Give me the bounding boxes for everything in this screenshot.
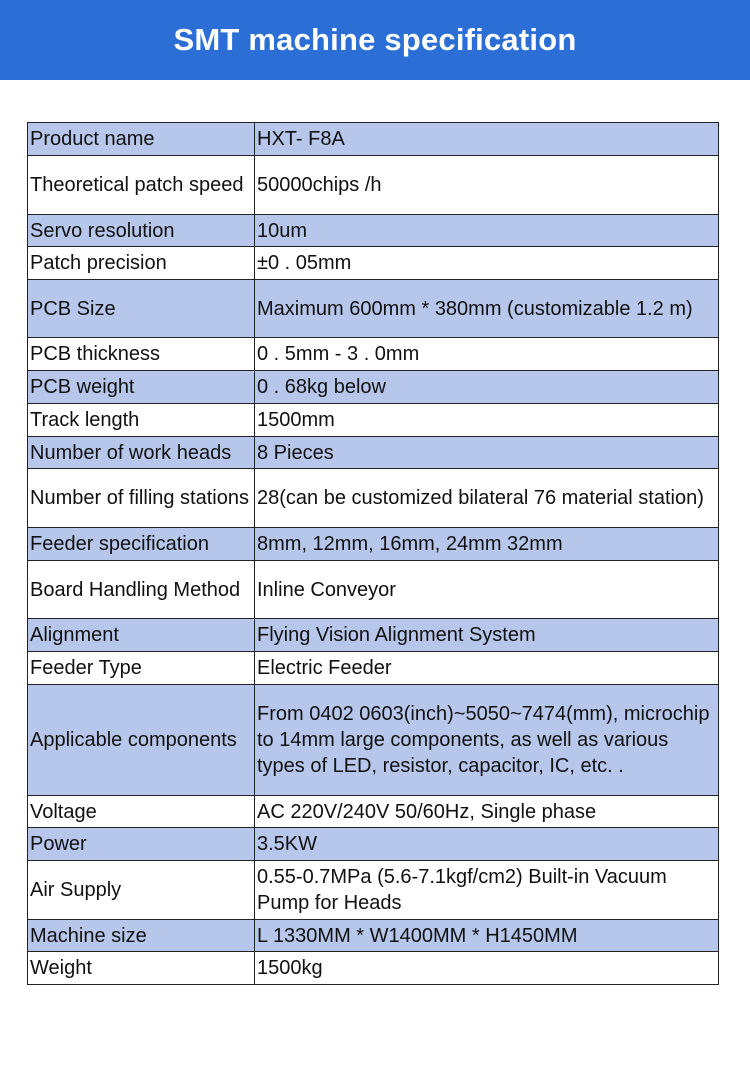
spec-value: 3.5KW	[255, 828, 719, 861]
table-row	[28, 796, 719, 828]
spec-label: PCB Size	[28, 280, 255, 338]
table-row	[28, 652, 719, 685]
table-row	[28, 619, 719, 652]
table-row	[28, 123, 719, 156]
table-row	[28, 685, 719, 796]
table-row	[28, 561, 719, 619]
spec-value: 1500kg	[255, 952, 719, 985]
spec-label: Number of filling stations	[28, 469, 255, 528]
spec-value: From 0402 0603(inch)~5050~7474(mm), microchip to 14mm large components, as well as various types of LED, resistor, capacitor, IC, etc. .	[255, 685, 719, 796]
spec-label: Patch precision	[28, 247, 255, 280]
spec-label: Power	[28, 828, 255, 861]
table-row	[28, 828, 719, 861]
table-row	[28, 156, 719, 215]
spec-value: 0 . 68kg below	[255, 371, 719, 404]
spec-value: 0 . 5mm - 3 . 0mm	[255, 338, 719, 371]
spec-table-body	[28, 123, 719, 985]
spec-value: L 1330MM * W1400MM * H1450MM	[255, 920, 719, 952]
spec-label: Number of work heads	[28, 437, 255, 469]
spec-label: PCB weight	[28, 371, 255, 404]
table-row	[28, 861, 719, 920]
spec-label: Track length	[28, 404, 255, 437]
spec-label: Alignment	[28, 619, 255, 652]
spec-value: HXT- F8A	[255, 123, 719, 156]
spec-value: 1500mm	[255, 404, 719, 437]
spec-value: AC 220V/240V 50/60Hz, Single phase	[255, 796, 719, 828]
spec-value: Flying Vision Alignment System	[255, 619, 719, 652]
page-title: SMT machine specification	[173, 22, 577, 57]
spec-label: Feeder specification	[28, 528, 255, 561]
spec-value: 8 Pieces	[255, 437, 719, 469]
table-row	[28, 952, 719, 985]
table-row	[28, 920, 719, 952]
spec-value: Inline Conveyor	[255, 561, 719, 619]
spec-value: 28(can be customized bilateral 76 material station)	[255, 469, 719, 528]
table-row	[28, 338, 719, 371]
spec-label: PCB thickness	[28, 338, 255, 371]
spec-value: ±0 . 05mm	[255, 247, 719, 280]
spec-value: Maximum 600mm * 380mm (customizable 1.2 m)	[255, 280, 719, 338]
title-banner	[0, 0, 750, 80]
spec-label: Applicable components	[28, 685, 255, 796]
spec-label: Machine size	[28, 920, 255, 952]
spec-table	[27, 122, 719, 985]
spec-label: Feeder Type	[28, 652, 255, 685]
table-row	[28, 437, 719, 469]
spec-label: Weight	[28, 952, 255, 985]
spec-label: Board Handling Method	[28, 561, 255, 619]
table-row	[28, 404, 719, 437]
spec-label: Product name	[28, 123, 255, 156]
spec-label: Air Supply	[28, 861, 255, 920]
spec-label: Theoretical patch speed	[28, 156, 255, 215]
spec-label: Servo resolution	[28, 215, 255, 247]
spec-label: Voltage	[28, 796, 255, 828]
spec-value: 0.55-0.7MPa (5.6-7.1kgf/cm2) Built-in Vacuum Pump for Heads	[255, 861, 719, 920]
table-row	[28, 528, 719, 561]
spec-value: 10um	[255, 215, 719, 247]
spec-value: 50000chips /h	[255, 156, 719, 215]
table-row	[28, 469, 719, 528]
table-row	[28, 247, 719, 280]
spec-value: Electric Feeder	[255, 652, 719, 685]
table-row	[28, 371, 719, 404]
table-row	[28, 215, 719, 247]
table-row	[28, 280, 719, 338]
spec-value: 8mm, 12mm, 16mm, 24mm 32mm	[255, 528, 719, 561]
